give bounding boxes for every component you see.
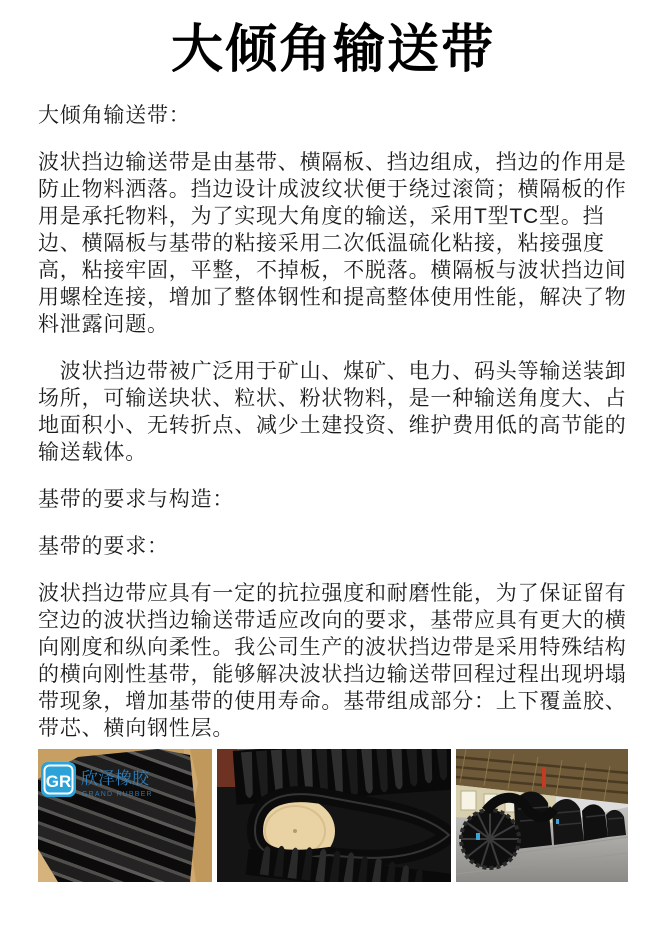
belt-roll-illustration bbox=[217, 749, 451, 882]
belt-roll-photo bbox=[217, 749, 451, 882]
document-page bbox=[0, 18, 666, 948]
warehouse-belts-photo bbox=[456, 749, 628, 882]
brand-name-cn: 欣泽橡胶 bbox=[81, 769, 149, 788]
page-title: 大倾角输送带 bbox=[170, 21, 495, 79]
intro-label: 大倾角输送带： bbox=[38, 104, 191, 127]
paragraph-composition: 波状挡边输送带是由基带、横隔板、挡边组成，挡边的作用是防止物料洒落。挡边设计成波纹状便于绕过滚筒；横隔板的作用是承托物料，为了实现大角度的输送，采用T型TC型。挡边、横隔板与基带的粘接采用二次低温硫化粘接，粘接强度高，粘接牢固，平整，不掉板，不脱落。横隔板与波状挡边间用螺栓连接，增加了整体钢性和提高整体使用性能，解决了物料泄露问题。 bbox=[38, 151, 627, 336]
brand-name-en: GRAND RUBBER bbox=[82, 791, 153, 798]
heading-base-belt: 基带的要求与构造： bbox=[38, 488, 235, 511]
paragraph-base-belt: 波状挡边带应具有一定的抗拉强度和耐磨性能，为了保证留有空边的波状挡边输送带适应改向的要求，基带应具有更大的横向刚度和纵向柔性。我公司生产的波状挡边带是采用特殊结构的横向刚性基带，能够解决波状挡边输送带回程过程出现坍塌带现象，增加基带的使用寿命。基带组成部分：上下覆盖胶、带芯、横向钢性层。 bbox=[38, 582, 627, 740]
sidewall-strips-photo bbox=[38, 749, 212, 882]
heading-base-requirements: 基带的要求： bbox=[38, 535, 169, 558]
paragraph-applications: 波状挡边带被广泛用于矿山、煤矿、电力、码头等输送装卸场所，可输送块状、粒状、粉状物料，是一种输送角度大、占地面积小、无转折点、减少土建投资、维护费用低的高节能的输送载体。 bbox=[38, 360, 627, 464]
sidewall-strips-illustration bbox=[38, 749, 212, 882]
product-photo-row bbox=[0, 749, 666, 882]
warehouse-illustration bbox=[456, 749, 628, 882]
article-body bbox=[0, 102, 666, 742]
brand-monogram: GR bbox=[45, 772, 72, 791]
